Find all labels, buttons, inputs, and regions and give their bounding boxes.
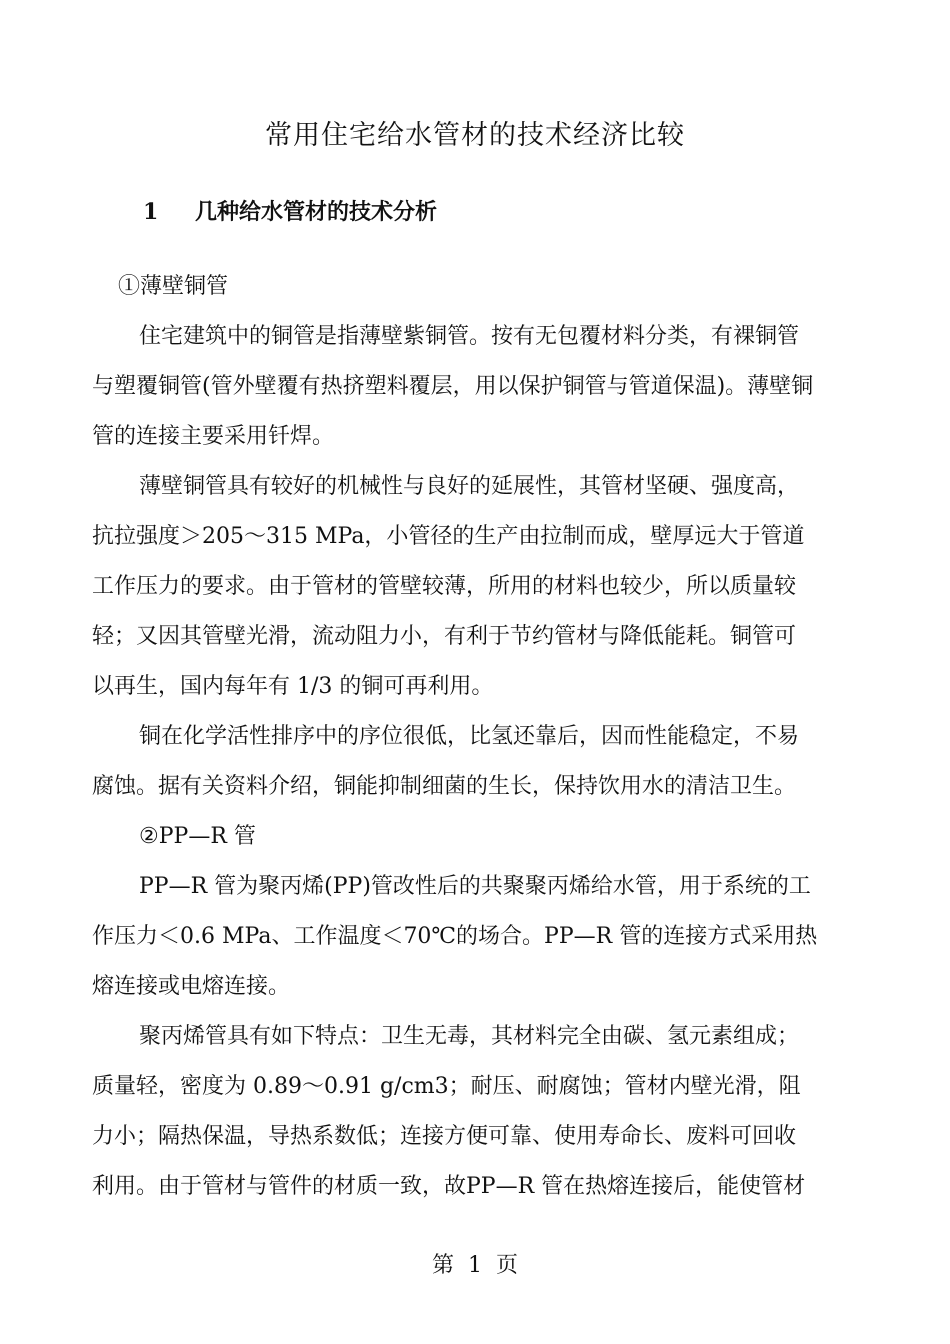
section-heading: [143, 196, 437, 228]
document-body: [92, 262, 860, 1212]
text-line: 轻；又因其管壁光滑，流动阻力小，有利于节约管材与降低能耗。铜管可: [92, 624, 797, 649]
text-line: 利用。由于管材与管件的材质一致，故PP—R 管在热熔连接后，能使管材: [92, 1174, 806, 1199]
text-line: 铜在化学活性排序中的序位很低，比氢还靠后，因而性能稳定，不易: [139, 724, 800, 749]
text-line: 住宅建筑中的铜管是指薄壁紫铜管。按有无包覆材料分类，有裸铜管: [139, 324, 800, 349]
document-title: 常用住宅给水管材的技术经济比较: [265, 120, 685, 151]
text-line: 薄壁铜管具有较好的机械性与良好的延展性，其管材坚硬、强度高，: [139, 474, 800, 499]
page-number-footer: 第 1 页: [432, 1253, 518, 1278]
paragraph-copper-definition: [92, 312, 860, 462]
paragraph-copper-chemistry: [92, 712, 860, 812]
subsection-ppr-pipe: ②PP—R 管: [139, 824, 256, 849]
text-line: 腐蚀。据有关资料介绍，铜能抑制细菌的生长，保持饮用水的清洁卫生。: [92, 774, 797, 799]
text-line: 质量轻，密度为 0.89～0.91 g/cm3；耐压、耐腐蚀；管材内壁光滑，阻: [92, 1074, 801, 1099]
text-line: 抗拉强度＞205～315 MPa，小管径的生产由拉制而成，壁厚远大于管道: [92, 524, 805, 549]
section-heading-text: 几种给水管材的技术分析: [195, 199, 438, 225]
paragraph-ppr-features: [92, 1012, 860, 1212]
text-line: 管的连接主要采用钎焊。: [92, 424, 335, 449]
text-line: 与塑覆铜管(管外壁覆有热挤塑料覆层，用以保护铜管与管道保温)。薄壁铜: [92, 374, 814, 399]
subsection-copper-pipe: ①薄壁铜管: [118, 274, 229, 299]
paragraph-copper-properties: [92, 462, 860, 712]
text-line: 工作压力的要求。由于管材的管壁较薄，所用的材料也较少，所以质量较: [92, 574, 797, 599]
text-line: 作压力＜0.6 MPa、工作温度＜70℃的场合。PP—R 管的连接方式采用热: [92, 924, 818, 949]
text-line: 以再生，国内每年有 1/3 的铜可再利用。: [92, 674, 494, 699]
paragraph-ppr-definition: [92, 862, 860, 1012]
text-line: 熔连接或电熔连接。: [92, 974, 291, 999]
text-line: 力小；隔热保温，导热系数低；连接方便可靠、使用寿命长、废料可回收: [92, 1124, 797, 1149]
text-line: PP—R 管为聚丙烯(PP)管改性后的共聚聚丙烯给水管，用于系统的工: [139, 874, 811, 899]
section-number: 1: [143, 199, 159, 225]
text-line: 聚丙烯管具有如下特点：卫生无毒，其材料完全由碳、氢元素组成；: [139, 1024, 800, 1049]
